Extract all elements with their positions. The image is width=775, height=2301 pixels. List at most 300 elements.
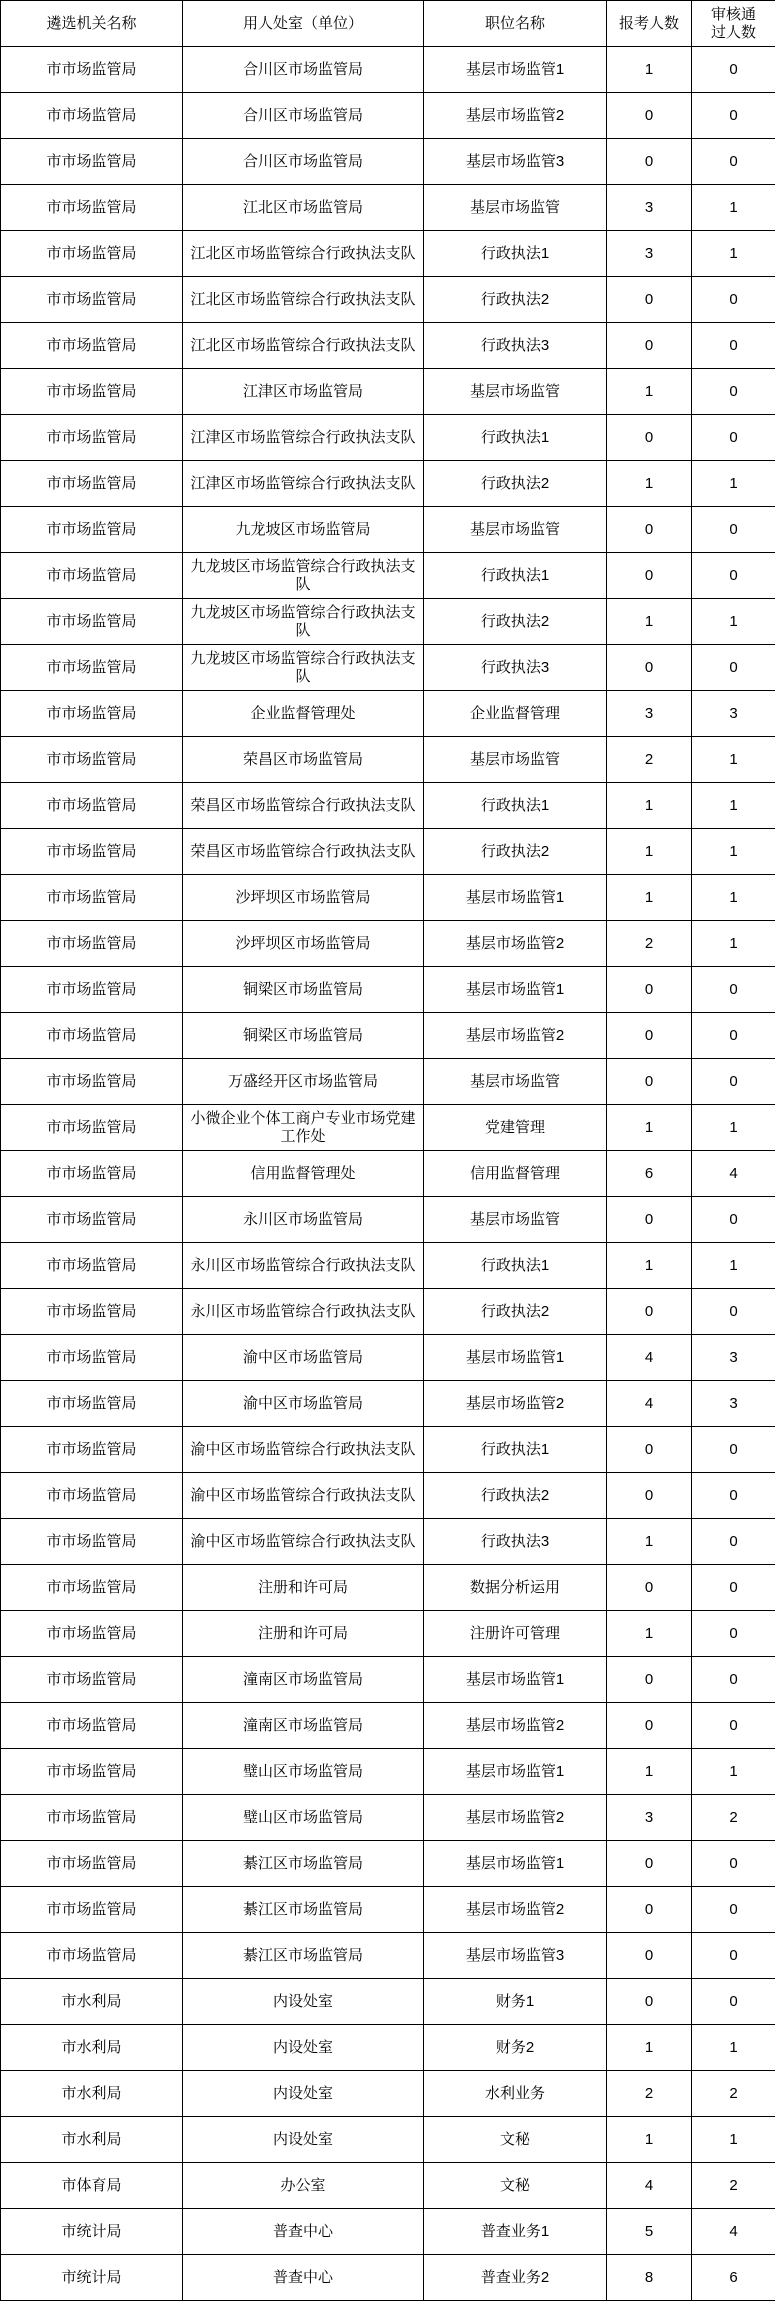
approved-cell: 0 <box>692 507 775 553</box>
table-row <box>1 2117 775 2163</box>
position-cell: 基层市场监管3 <box>424 139 607 185</box>
org-cell: 市市场监管局 <box>1 415 183 461</box>
position-cell: 行政执法1 <box>424 1427 607 1473</box>
applicants-cell: 1 <box>607 599 692 645</box>
org-cell: 市市场监管局 <box>1 1243 183 1289</box>
position-cell: 基层市场监管1 <box>424 1841 607 1887</box>
approved-cell: 0 <box>692 369 775 415</box>
dept-cell: 江北区市场监管综合行政执法支队 <box>183 277 424 323</box>
table-row <box>1 323 775 369</box>
position-cell: 行政执法2 <box>424 599 607 645</box>
position-cell: 基层市场监管1 <box>424 967 607 1013</box>
position-cell: 基层市场监管2 <box>424 1887 607 1933</box>
position-cell: 数据分析运用 <box>424 1565 607 1611</box>
table-row <box>1 1519 775 1565</box>
dept-cell: 潼南区市场监管局 <box>183 1703 424 1749</box>
org-cell: 市体育局 <box>1 2163 183 2209</box>
table-row <box>1 553 775 599</box>
table-row <box>1 599 775 645</box>
org-cell: 市市场监管局 <box>1 921 183 967</box>
applicants-cell: 4 <box>607 2163 692 2209</box>
table-row <box>1 1979 775 2025</box>
approved-cell: 1 <box>692 737 775 783</box>
org-cell: 市市场监管局 <box>1 231 183 277</box>
applicants-cell: 0 <box>607 553 692 599</box>
approved-cell: 4 <box>692 2209 775 2255</box>
table-header <box>1 1 775 47</box>
header-applicants: 报考人数 <box>607 1 692 47</box>
approved-cell: 0 <box>692 139 775 185</box>
dept-cell: 普查中心 <box>183 2209 424 2255</box>
dept-cell: 注册和许可局 <box>183 1611 424 1657</box>
applicants-cell: 0 <box>607 1565 692 1611</box>
approved-cell: 1 <box>692 829 775 875</box>
table-row <box>1 829 775 875</box>
position-cell: 基层市场监管 <box>424 185 607 231</box>
applicants-cell: 3 <box>607 691 692 737</box>
org-cell: 市市场监管局 <box>1 1657 183 1703</box>
dept-cell: 江北区市场监管局 <box>183 185 424 231</box>
org-cell: 市市场监管局 <box>1 875 183 921</box>
position-cell: 财务1 <box>424 1979 607 2025</box>
position-cell: 文秘 <box>424 2117 607 2163</box>
table-row <box>1 1795 775 1841</box>
dept-cell: 信用监督管理处 <box>183 1151 424 1197</box>
position-cell: 行政执法1 <box>424 415 607 461</box>
dept-cell: 内设处室 <box>183 2117 424 2163</box>
approved-cell: 0 <box>692 1933 775 1979</box>
position-cell: 行政执法3 <box>424 645 607 691</box>
org-cell: 市市场监管局 <box>1 185 183 231</box>
approved-cell: 0 <box>692 1427 775 1473</box>
dept-cell: 内设处室 <box>183 1979 424 2025</box>
applicants-cell: 0 <box>607 1473 692 1519</box>
position-cell: 基层市场监管2 <box>424 1381 607 1427</box>
table-row <box>1 1841 775 1887</box>
applicants-cell: 0 <box>607 1289 692 1335</box>
org-cell: 市统计局 <box>1 2209 183 2255</box>
org-cell: 市市场监管局 <box>1 737 183 783</box>
org-cell: 市市场监管局 <box>1 1611 183 1657</box>
approved-cell: 1 <box>692 461 775 507</box>
table-row <box>1 1473 775 1519</box>
applicants-cell: 1 <box>607 2025 692 2071</box>
dept-cell: 永川区市场监管局 <box>183 1197 424 1243</box>
position-cell: 基层市场监管2 <box>424 1703 607 1749</box>
dept-cell: 九龙坡区市场监管综合行政执法支队 <box>183 599 424 645</box>
org-cell: 市市场监管局 <box>1 1749 183 1795</box>
approved-cell: 1 <box>692 783 775 829</box>
org-cell: 市市场监管局 <box>1 1059 183 1105</box>
applicants-cell: 0 <box>607 277 692 323</box>
dept-cell: 沙坪坝区市场监管局 <box>183 921 424 967</box>
dept-cell: 渝中区市场监管局 <box>183 1335 424 1381</box>
applicants-cell: 0 <box>607 93 692 139</box>
approved-cell: 3 <box>692 1335 775 1381</box>
table-row <box>1 139 775 185</box>
position-cell: 行政执法1 <box>424 1243 607 1289</box>
dept-cell: 渝中区市场监管综合行政执法支队 <box>183 1519 424 1565</box>
approved-cell: 1 <box>692 231 775 277</box>
table-row <box>1 875 775 921</box>
position-cell: 党建管理 <box>424 1105 607 1151</box>
dept-cell: 荣昌区市场监管局 <box>183 737 424 783</box>
applicants-cell: 2 <box>607 2071 692 2117</box>
applicants-cell: 4 <box>607 1381 692 1427</box>
table-row <box>1 507 775 553</box>
dept-cell: 渝中区市场监管局 <box>183 1381 424 1427</box>
org-cell: 市水利局 <box>1 1979 183 2025</box>
position-cell: 行政执法2 <box>424 829 607 875</box>
org-cell: 市市场监管局 <box>1 47 183 93</box>
table-row <box>1 921 775 967</box>
dept-cell: 荣昌区市场监管综合行政执法支队 <box>183 829 424 875</box>
position-cell: 基层市场监管1 <box>424 1335 607 1381</box>
table-body <box>1 47 775 2301</box>
applicants-cell: 6 <box>607 1151 692 1197</box>
org-cell: 市市场监管局 <box>1 1841 183 1887</box>
org-cell: 市市场监管局 <box>1 139 183 185</box>
applicants-cell: 1 <box>607 461 692 507</box>
dept-cell: 永川区市场监管综合行政执法支队 <box>183 1289 424 1335</box>
approved-cell: 3 <box>692 1381 775 1427</box>
position-cell: 行政执法3 <box>424 1519 607 1565</box>
applicants-cell: 0 <box>607 1887 692 1933</box>
approved-cell: 1 <box>692 1243 775 1289</box>
applicants-cell: 1 <box>607 369 692 415</box>
applicants-cell: 1 <box>607 829 692 875</box>
table-row <box>1 967 775 1013</box>
applicants-cell: 0 <box>607 1657 692 1703</box>
applicants-cell: 3 <box>607 231 692 277</box>
applicants-cell: 4 <box>607 1335 692 1381</box>
table-row <box>1 2163 775 2209</box>
dept-cell: 渝中区市场监管综合行政执法支队 <box>183 1473 424 1519</box>
approved-cell: 0 <box>692 47 775 93</box>
org-cell: 市市场监管局 <box>1 1427 183 1473</box>
applicants-cell: 1 <box>607 783 692 829</box>
dept-cell: 沙坪坝区市场监管局 <box>183 875 424 921</box>
org-cell: 市市场监管局 <box>1 1473 183 1519</box>
approved-cell: 0 <box>692 553 775 599</box>
approved-cell: 0 <box>692 93 775 139</box>
position-cell: 基层市场监管2 <box>424 921 607 967</box>
table-row <box>1 47 775 93</box>
dept-cell: 合川区市场监管局 <box>183 47 424 93</box>
table-row <box>1 1657 775 1703</box>
position-cell: 基层市场监管 <box>424 1197 607 1243</box>
table-row <box>1 691 775 737</box>
org-cell: 市市场监管局 <box>1 1335 183 1381</box>
approved-cell: 0 <box>692 323 775 369</box>
dept-cell: 办公室 <box>183 2163 424 2209</box>
header-row <box>1 1 775 47</box>
approved-cell: 1 <box>692 921 775 967</box>
approved-cell: 0 <box>692 1473 775 1519</box>
org-cell: 市市场监管局 <box>1 1289 183 1335</box>
dept-cell: 江北区市场监管综合行政执法支队 <box>183 231 424 277</box>
org-cell: 市市场监管局 <box>1 1795 183 1841</box>
org-cell: 市市场监管局 <box>1 691 183 737</box>
applicants-cell: 1 <box>607 47 692 93</box>
dept-cell: 潼南区市场监管局 <box>183 1657 424 1703</box>
table-row <box>1 1197 775 1243</box>
table-row <box>1 415 775 461</box>
position-cell: 注册许可管理 <box>424 1611 607 1657</box>
table-row <box>1 1703 775 1749</box>
applicants-cell: 0 <box>607 139 692 185</box>
org-cell: 市水利局 <box>1 2117 183 2163</box>
header-approved: 审核通过人数 <box>692 1 775 47</box>
table-row <box>1 277 775 323</box>
position-cell: 行政执法2 <box>424 1289 607 1335</box>
position-cell: 基层市场监管3 <box>424 1933 607 1979</box>
position-cell: 基层市场监管 <box>424 507 607 553</box>
dept-cell: 小微企业个体工商户专业市场党建工作处 <box>183 1105 424 1151</box>
applicants-cell: 0 <box>607 1059 692 1105</box>
approved-cell: 0 <box>692 415 775 461</box>
dept-cell: 九龙坡区市场监管局 <box>183 507 424 553</box>
applicants-cell: 5 <box>607 2209 692 2255</box>
applicants-cell: 1 <box>607 1749 692 1795</box>
dept-cell: 企业监督管理处 <box>183 691 424 737</box>
table-row <box>1 1151 775 1197</box>
position-cell: 行政执法1 <box>424 231 607 277</box>
org-cell: 市市场监管局 <box>1 829 183 875</box>
position-cell: 基层市场监管1 <box>424 875 607 921</box>
applicants-cell: 0 <box>607 967 692 1013</box>
approved-cell: 0 <box>692 277 775 323</box>
dept-cell: 永川区市场监管综合行政执法支队 <box>183 1243 424 1289</box>
dept-cell: 江津区市场监管综合行政执法支队 <box>183 415 424 461</box>
table-row <box>1 1427 775 1473</box>
table-row <box>1 1105 775 1151</box>
table-row <box>1 231 775 277</box>
dept-cell: 綦江区市场监管局 <box>183 1841 424 1887</box>
approved-cell: 0 <box>692 645 775 691</box>
applicants-cell: 3 <box>607 1795 692 1841</box>
approved-cell: 0 <box>692 1519 775 1565</box>
table-row <box>1 93 775 139</box>
approved-cell: 0 <box>692 1657 775 1703</box>
org-cell: 市市场监管局 <box>1 93 183 139</box>
applicants-cell: 1 <box>607 2117 692 2163</box>
applicants-cell: 3 <box>607 185 692 231</box>
applicants-cell: 0 <box>607 1979 692 2025</box>
header-org: 遴选机关名称 <box>1 1 183 47</box>
org-cell: 市市场监管局 <box>1 1565 183 1611</box>
applicants-cell: 1 <box>607 875 692 921</box>
org-cell: 市市场监管局 <box>1 461 183 507</box>
table-row <box>1 2071 775 2117</box>
org-cell: 市市场监管局 <box>1 1151 183 1197</box>
position-cell: 基层市场监管2 <box>424 93 607 139</box>
dept-cell: 内设处室 <box>183 2025 424 2071</box>
header-position: 职位名称 <box>424 1 607 47</box>
position-cell: 行政执法1 <box>424 553 607 599</box>
applicants-cell: 0 <box>607 1933 692 1979</box>
org-cell: 市市场监管局 <box>1 1887 183 1933</box>
position-cell: 企业监督管理 <box>424 691 607 737</box>
dept-cell: 江津区市场监管综合行政执法支队 <box>183 461 424 507</box>
applicants-cell: 0 <box>607 645 692 691</box>
position-cell: 普查业务1 <box>424 2209 607 2255</box>
applicants-cell: 0 <box>607 507 692 553</box>
position-cell: 行政执法2 <box>424 277 607 323</box>
table-row <box>1 737 775 783</box>
table-row <box>1 1289 775 1335</box>
dept-cell: 注册和许可局 <box>183 1565 424 1611</box>
dept-cell: 普查中心 <box>183 2255 424 2301</box>
position-cell: 基层市场监管1 <box>424 1657 607 1703</box>
org-cell: 市水利局 <box>1 2071 183 2117</box>
dept-cell: 璧山区市场监管局 <box>183 1795 424 1841</box>
dept-cell: 合川区市场监管局 <box>183 93 424 139</box>
org-cell: 市市场监管局 <box>1 369 183 415</box>
position-cell: 基层市场监管1 <box>424 47 607 93</box>
position-cell: 文秘 <box>424 2163 607 2209</box>
org-cell: 市市场监管局 <box>1 323 183 369</box>
dept-cell: 荣昌区市场监管综合行政执法支队 <box>183 783 424 829</box>
position-cell: 基层市场监管 <box>424 369 607 415</box>
approved-cell: 0 <box>692 1059 775 1105</box>
applicants-cell: 1 <box>607 1105 692 1151</box>
applicants-cell: 8 <box>607 2255 692 2301</box>
dept-cell: 江津区市场监管局 <box>183 369 424 415</box>
approved-cell: 0 <box>692 1565 775 1611</box>
org-cell: 市市场监管局 <box>1 1933 183 1979</box>
org-cell: 市市场监管局 <box>1 1703 183 1749</box>
position-cell: 基层市场监管2 <box>424 1795 607 1841</box>
applicants-cell: 0 <box>607 415 692 461</box>
org-cell: 市市场监管局 <box>1 277 183 323</box>
position-cell: 财务2 <box>424 2025 607 2071</box>
dept-cell: 万盛经开区市场监管局 <box>183 1059 424 1105</box>
table-row <box>1 1565 775 1611</box>
table-row <box>1 1381 775 1427</box>
approved-cell: 0 <box>692 1013 775 1059</box>
table-row <box>1 1933 775 1979</box>
approved-cell: 3 <box>692 691 775 737</box>
applicants-cell: 1 <box>607 1611 692 1657</box>
position-cell: 行政执法2 <box>424 461 607 507</box>
approved-cell: 1 <box>692 2025 775 2071</box>
table-row <box>1 1749 775 1795</box>
org-cell: 市市场监管局 <box>1 783 183 829</box>
table-row <box>1 185 775 231</box>
position-cell: 基层市场监管2 <box>424 1013 607 1059</box>
table-row <box>1 1611 775 1657</box>
org-cell: 市市场监管局 <box>1 507 183 553</box>
approved-cell: 0 <box>692 1611 775 1657</box>
table-row <box>1 1059 775 1105</box>
approved-cell: 6 <box>692 2255 775 2301</box>
approved-cell: 0 <box>692 1841 775 1887</box>
org-cell: 市统计局 <box>1 2255 183 2301</box>
table-row <box>1 2255 775 2301</box>
approved-cell: 1 <box>692 2117 775 2163</box>
approved-cell: 0 <box>692 1887 775 1933</box>
table-row <box>1 2209 775 2255</box>
approved-cell: 2 <box>692 2163 775 2209</box>
approved-cell: 0 <box>692 1703 775 1749</box>
approved-cell: 1 <box>692 599 775 645</box>
dept-cell: 綦江区市场监管局 <box>183 1887 424 1933</box>
org-cell: 市市场监管局 <box>1 553 183 599</box>
approved-cell: 1 <box>692 1105 775 1151</box>
applicants-cell: 0 <box>607 1197 692 1243</box>
table-row <box>1 1243 775 1289</box>
dept-cell: 内设处室 <box>183 2071 424 2117</box>
position-cell: 信用监督管理 <box>424 1151 607 1197</box>
position-cell: 行政执法1 <box>424 783 607 829</box>
org-cell: 市市场监管局 <box>1 967 183 1013</box>
org-cell: 市市场监管局 <box>1 1197 183 1243</box>
table-row <box>1 461 775 507</box>
applicants-cell: 0 <box>607 1703 692 1749</box>
org-cell: 市水利局 <box>1 2025 183 2071</box>
applicants-cell: 1 <box>607 1519 692 1565</box>
applicants-cell: 2 <box>607 921 692 967</box>
dept-cell: 铜梁区市场监管局 <box>183 1013 424 1059</box>
org-cell: 市市场监管局 <box>1 599 183 645</box>
dept-cell: 合川区市场监管局 <box>183 139 424 185</box>
position-cell: 基层市场监管 <box>424 737 607 783</box>
applicants-cell: 0 <box>607 323 692 369</box>
approved-cell: 2 <box>692 1795 775 1841</box>
dept-cell: 渝中区市场监管综合行政执法支队 <box>183 1427 424 1473</box>
position-cell: 行政执法2 <box>424 1473 607 1519</box>
approved-cell: 1 <box>692 1749 775 1795</box>
position-cell: 行政执法3 <box>424 323 607 369</box>
position-cell: 普查业务2 <box>424 2255 607 2301</box>
applicants-cell: 0 <box>607 1427 692 1473</box>
position-cell: 基层市场监管 <box>424 1059 607 1105</box>
dept-cell: 璧山区市场监管局 <box>183 1749 424 1795</box>
approved-cell: 4 <box>692 1151 775 1197</box>
position-cell: 基层市场监管1 <box>424 1749 607 1795</box>
approved-cell: 0 <box>692 1289 775 1335</box>
dept-cell: 江北区市场监管综合行政执法支队 <box>183 323 424 369</box>
applicants-cell: 0 <box>607 1841 692 1887</box>
org-cell: 市市场监管局 <box>1 1381 183 1427</box>
dept-cell: 九龙坡区市场监管综合行政执法支队 <box>183 645 424 691</box>
approved-cell: 2 <box>692 2071 775 2117</box>
table-row <box>1 645 775 691</box>
approved-cell: 0 <box>692 1979 775 2025</box>
approved-cell: 1 <box>692 875 775 921</box>
header-dept: 用人处室（单位） <box>183 1 424 47</box>
org-cell: 市市场监管局 <box>1 1013 183 1059</box>
dept-cell: 九龙坡区市场监管综合行政执法支队 <box>183 553 424 599</box>
applicants-cell: 1 <box>607 1243 692 1289</box>
position-cell: 水利业务 <box>424 2071 607 2117</box>
table-row <box>1 1335 775 1381</box>
approved-cell: 0 <box>692 967 775 1013</box>
table-row <box>1 1887 775 1933</box>
org-cell: 市市场监管局 <box>1 1105 183 1151</box>
applicants-cell: 2 <box>607 737 692 783</box>
applicants-cell: 0 <box>607 1013 692 1059</box>
table-row <box>1 1013 775 1059</box>
approved-cell: 1 <box>692 185 775 231</box>
table-row <box>1 369 775 415</box>
org-cell: 市市场监管局 <box>1 645 183 691</box>
table-row <box>1 783 775 829</box>
org-cell: 市市场监管局 <box>1 1519 183 1565</box>
table-row <box>1 2025 775 2071</box>
dept-cell: 綦江区市场监管局 <box>183 1933 424 1979</box>
